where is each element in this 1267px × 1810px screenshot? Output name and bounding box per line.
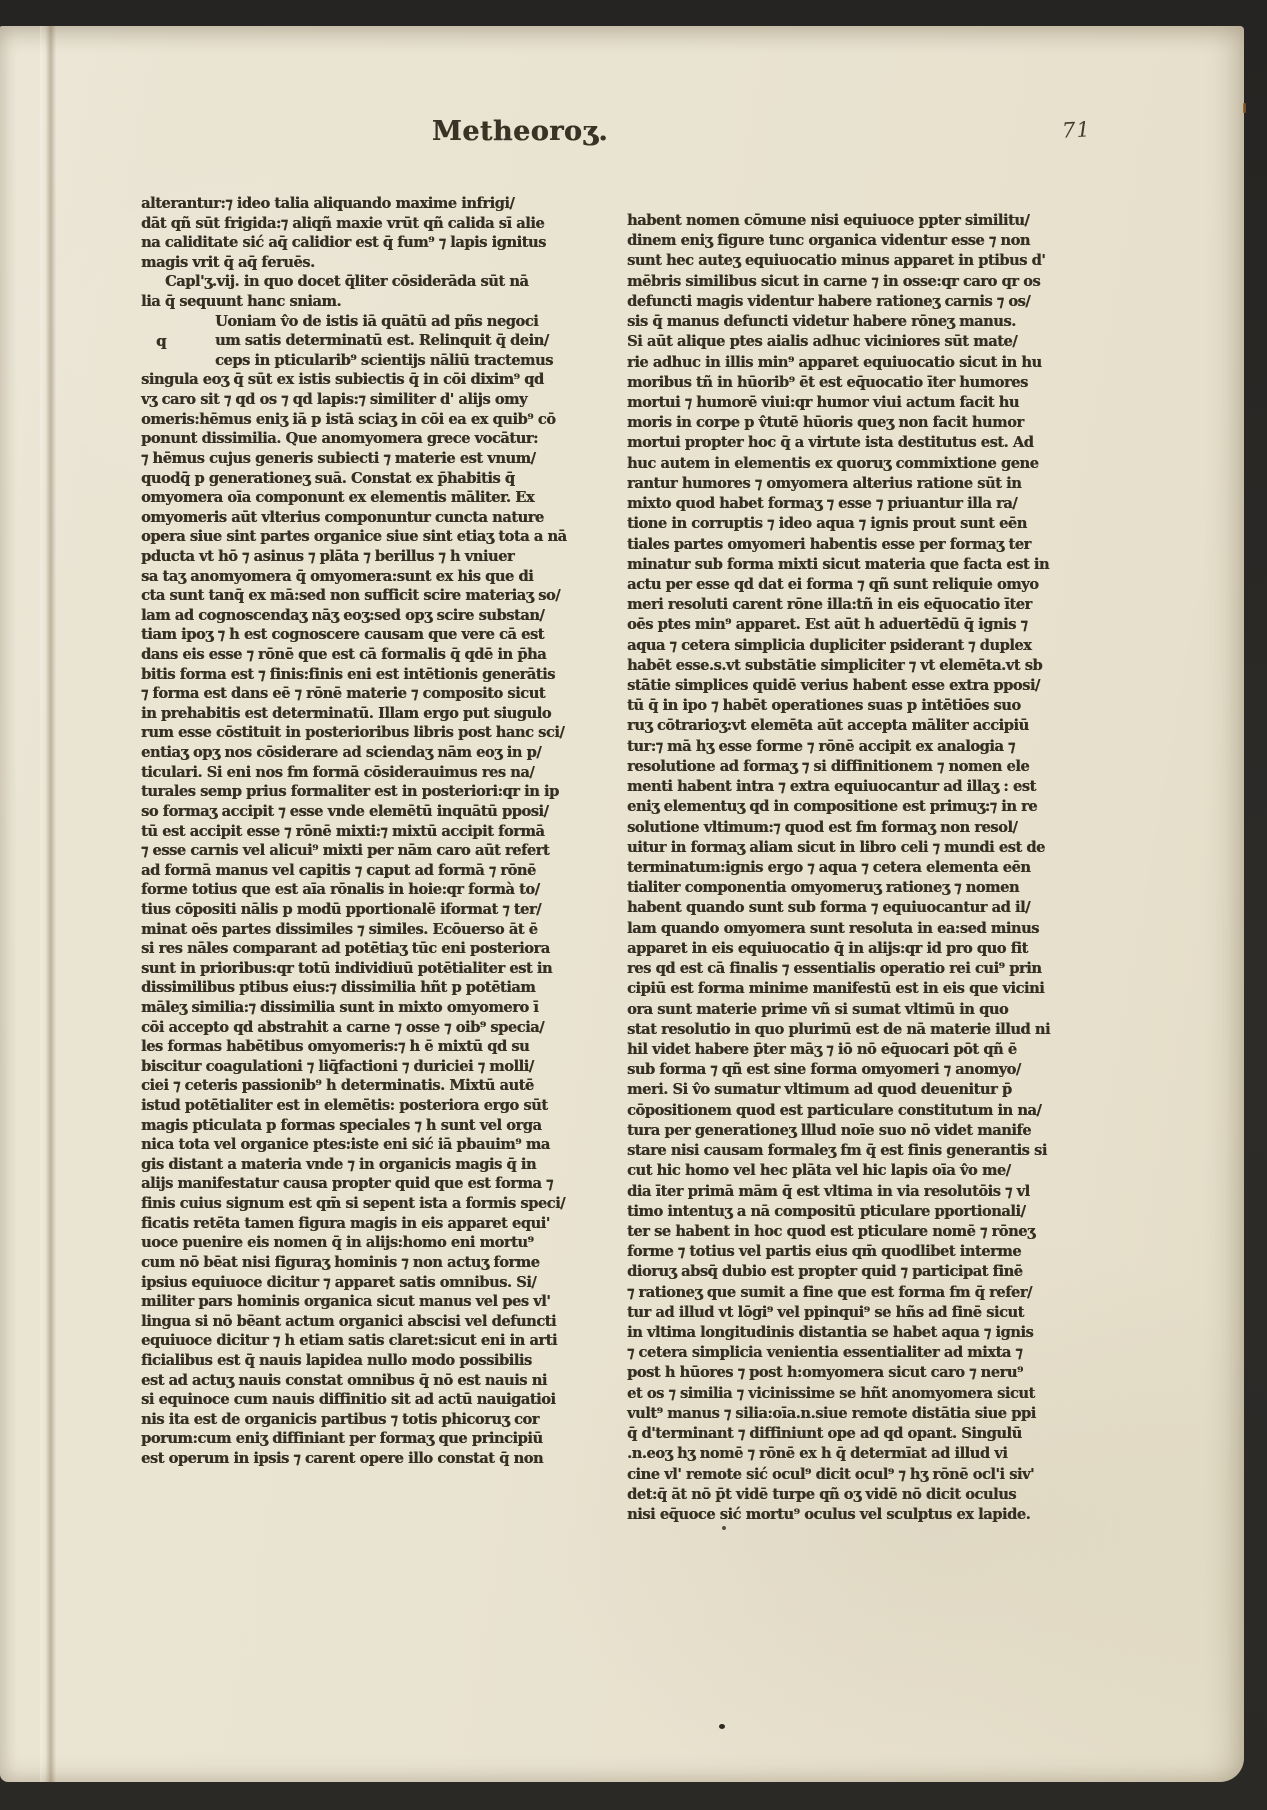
text-line: māleʒ similia:⁊ dissimilia sunt in mixto omyomero ī xyxy=(141,998,539,1016)
text-line: ponunt dissimilia. Que anomyomera grece vocātur: xyxy=(141,430,538,448)
text-line: alijs manifestatur causa propter quid que est forma ⁊ xyxy=(141,1175,553,1193)
text-line: sub forma ⁊ qñ est sine forma omyomeri ⁊ anomyo/ xyxy=(627,1061,1021,1079)
text-line: si res nāles comparant ad potētiaʒ tūc eni posteriora xyxy=(141,940,550,958)
text-line: .n.eoʒ hʒ nomē ⁊ rōnē ex h q̄ determīat ad illud vi xyxy=(627,1445,1008,1463)
text-column-right xyxy=(627,211,1087,1525)
text-line: les formas habētibus omyomeris:⁊ h ē mixtū qd su xyxy=(141,1038,530,1056)
text-line: ruʒ cōtrarioʒ:vt elemēta aūt accepta māliter accipiū xyxy=(627,717,1029,735)
text-line: eniʒ elementuʒ qd in compositione est primuʒ:⁊ in re xyxy=(627,798,1038,816)
text-line: minatur sub forma mixti sicut materia que facta est in xyxy=(627,555,1050,573)
text-line: moribus tñ in hūorib⁹ ēt est eq̄uocatio īter humores xyxy=(627,373,1028,391)
text-line: mixto quod habet formaʒ ⁊ esse ⁊ priuantur illa ra/ xyxy=(627,495,1018,513)
text-line: ⁊ cetera simplicia venientia essentialiter ad mixta ⁊ xyxy=(627,1344,1023,1362)
text-line: biscitur coagulationi ⁊ liq̄factioni ⁊ duriciei ⁊ molli/ xyxy=(141,1057,534,1075)
text-line: meri resoluti carent rōne illa:tñ in eis eq̄uocatio īter xyxy=(627,596,1032,614)
text-line: tur:⁊ mā hʒ esse forme ⁊ rōnē accipit ex analogia ⁊ xyxy=(627,737,1015,755)
text-line: lam quando omyomera sunt resoluta in ea:sed minus xyxy=(627,919,1039,937)
ink-spot xyxy=(719,1724,725,1729)
text-line: vult⁹ manus ⁊ silia:oīa.n.siue remote distātia siue ppi xyxy=(627,1404,1036,1422)
text-line: habēt esse.s.vt substātie simpliciter ⁊ vt elemēta.vt sb xyxy=(627,656,1043,674)
text-line: ficialibus est q̄ nauis lapidea nullo modo possibilis xyxy=(141,1351,532,1369)
text-line: cta sunt tanq̄ ex mā:sed non sufficit scire materiaʒ so/ xyxy=(141,587,561,605)
text-line: turales semp prius formaliter est in posteriori:qr in ip xyxy=(141,783,559,801)
text-line: rum esse cōstituit in posterioribus libris post hanc sci/ xyxy=(141,724,565,742)
guide-letter: q xyxy=(156,332,167,350)
text-line: lia q̄ sequunt hanc sniam. xyxy=(141,293,342,311)
text-line: finis cuius signum est qm̄ si sepent ista a formis speci/ xyxy=(141,1195,566,1213)
text-line: sunt in prioribus:qr totū individiuū potētialiter est in xyxy=(141,959,553,977)
text-line: tiales partes omyomeri habentis esse per formaʒ ter xyxy=(627,535,1031,553)
text-line: meri. Si v̂o sumatur vltimum ad quod deuenitur p̄ xyxy=(627,1081,1012,1099)
text-column-left xyxy=(141,194,597,1469)
text-line: stat resolutio in quo plurimū est de nā materie illud ni xyxy=(627,1020,1051,1038)
text-line: ad formā manus vel capitis ⁊ caput ad formā ⁊ rōnē xyxy=(141,861,536,879)
text-line: menti habent intra ⁊ extra equiuocantur ad illaʒ : est xyxy=(627,778,1036,796)
text-line: ⁊ esse carnis vel alicui⁹ mixti per nām caro aūt refert xyxy=(141,842,550,860)
text-line: oēs ptes min⁹ apparet. Est aūt h aduertēdū q̄ ignis ⁊ xyxy=(627,616,1028,634)
text-line: militer pars hominis organica sicut manus vel pes vl' xyxy=(141,1293,551,1311)
text-line: nis ita est de organicis partibus ⁊ totis phicoruʒ cor xyxy=(141,1410,539,1428)
text-line: gis distant a materia vnde ⁊ in organicis magis q̄ in xyxy=(141,1155,537,1173)
text-line: tura per generationeʒ lllud noīe suo nō videt manife xyxy=(627,1121,1032,1139)
text-line: opera siue sint partes organice siue sint etiaʒ tota a nā xyxy=(141,528,567,546)
text-line: est ad actuʒ nauis constat omnibus q̄ nō est nauis ni xyxy=(141,1371,547,1389)
text-line: sunt hec auteʒ equiuocatio minus apparet in ptibus d' xyxy=(627,252,1046,270)
text-line: alterantur:⁊ ideo talia aliquando maxime infrigi/ xyxy=(141,195,515,212)
text-line: magis vrit q̄ aq̄ feruēs. xyxy=(141,253,315,271)
folio-number: 71 xyxy=(1061,117,1092,143)
text-line: defuncti magis videntur habere rationeʒ carnis ⁊ os/ xyxy=(627,292,1031,310)
text-line: ⁊ forma est dans eē ⁊ rōnē materie ⁊ composito sicut xyxy=(141,685,546,703)
text-line: dissimilibus ptibus eius:⁊ dissimilia hñt p potētiam xyxy=(141,979,536,997)
text-line: et os ⁊ similia ⁊ vicinissime se hñt anomyomera sicut xyxy=(627,1384,1035,1402)
text-line: lam ad cognoscendaʒ nāʒ eoʒ:sed opʒ scire substan/ xyxy=(141,606,545,624)
text-line: Si aūt alique ptes aialis adhuc viciniores sūt mate/ xyxy=(627,333,1018,351)
text-line: terminatum:ignis ergo ⁊ aqua ⁊ cetera elementa eēn xyxy=(627,859,1031,876)
text-line: rie adhuc in illis min⁹ apparet equiuocatio sicut in hu xyxy=(627,353,1042,371)
text-line: hil videt habere p̄ter māʒ ⁊ iō nō eq̄uocari pōt qñ ē xyxy=(627,1040,1017,1058)
text-line: solutione vltimum:⁊ quod est fm formaʒ non resol/ xyxy=(627,818,1018,836)
book-page xyxy=(0,26,1244,1782)
text-line: minat oēs partes dissimiles ⁊ similes. Ecōuerso āt ē xyxy=(141,920,538,938)
text-line: tiam ipoʒ ⁊ h est cognoscere causam que vere cā est xyxy=(141,626,544,644)
text-line: dia īter primā mām q̄ est vltima in via resolutōis ⁊ vl xyxy=(627,1182,1030,1200)
column-right-lines xyxy=(627,211,1087,1525)
text-line: aqua ⁊ cetera simplicia dupliciter psiderant ⁊ duplex xyxy=(627,636,1032,654)
text-line: tū est accipit esse ⁊ rōnē mixti:⁊ mixtū accipit formā xyxy=(141,822,545,840)
text-line: cine vl' remote sić ocul⁹ dicit ocul⁹ ⁊ hʒ rōnē ocl'i siv' xyxy=(627,1465,1035,1483)
running-title: Metheoroʒ. xyxy=(431,116,609,147)
text-line: um satis determinatū est. Relinquit q̄ dein/ xyxy=(215,332,549,350)
text-line: entiaʒ opʒ nos cōsiderare ad sciendaʒ nām eoʒ in p/ xyxy=(141,744,542,762)
text-line: cipiū est forma minime manifestū est in eis que vicini xyxy=(627,980,1045,998)
text-line: stare nisi causam formaleʒ fm q̄ est finis generantis si xyxy=(627,1142,1047,1160)
text-line: uoce puenire eis nomen q̄ in alijs:homo eni mortu⁹ xyxy=(141,1234,534,1252)
text-line: ipsius equiuoce dicitur ⁊ apparet satis omnibus. Si/ xyxy=(141,1273,537,1291)
text-line: ficatis retēta tamen figura magis in eis apparet equi' xyxy=(141,1214,550,1232)
text-line: singula eoʒ q̄ sūt ex istis subiectis q̄ in cōi dixim⁹ qd xyxy=(141,371,544,389)
text-line: in vltima longitudinis distantia se habet aqua ⁊ ignis xyxy=(627,1324,1034,1342)
text-line: equiuoce dicitur ⁊ h etiam satis claret:sicut eni in arti xyxy=(141,1332,557,1350)
text-line: so formaʒ accipit ⁊ esse vnde elemētū inquātū pposi/ xyxy=(141,802,549,820)
text-line: quodq̄ p generationeʒ suā. Constat ex p̄habitis q̄ xyxy=(141,469,515,487)
text-line: res qd est cā finalis ⁊ essentialis operatio rei cui⁹ prin xyxy=(627,960,1042,978)
ink-spot xyxy=(722,1526,726,1530)
text-line: apparet in eis equiuocatio q̄ in alijs:qr id pro quo fit xyxy=(627,939,1028,957)
text-line: dioruʒ absq̄ dubio est propter quid ⁊ participat finē xyxy=(627,1263,1023,1281)
text-line: habent nomen cōmune nisi equiuoce ppter similitu/ xyxy=(627,212,1030,229)
text-line: bitis forma est ⁊ finis:finis eni est intētionis generātis xyxy=(141,665,555,683)
text-line: resolutione ad formaʒ ⁊ si diffinitionem ⁊ nomen ele xyxy=(627,757,1030,775)
text-line: omyomeris aūt vlterius componuntur cuncta nature xyxy=(141,508,544,526)
text-line: omyomera oīa componunt ex elementis māliter. Ex xyxy=(141,489,535,507)
text-line: lingua si nō bēant actum organici abscisi vel defuncti xyxy=(141,1312,557,1330)
text-line: omeris:hēmus eniʒ iā p istā sciaʒ in cōi ea ex quib⁹ cō xyxy=(141,410,556,428)
text-line: cut hic homo vel hec plāta vel hic lapis oīa v̂o me/ xyxy=(627,1162,1011,1180)
text-line: mortui propter hoc q̄ a virtute ista destitutus est. Ad xyxy=(627,434,1034,452)
text-line: moris in corpe p v̂tutē hūoris queʒ non facit humor xyxy=(627,414,1024,432)
column-left-lines xyxy=(141,194,597,1469)
text-line: na caliditate sić aq̄ calidior est q̄ fum⁹ ⁊ lapis ignitus xyxy=(141,234,546,252)
text-line: dinem eniʒ figure tunc organica videntur esse ⁊ non xyxy=(627,232,1030,250)
text-line: est operum in ipsis ⁊ carent opere illo constat q̄ non xyxy=(141,1450,544,1467)
text-line: ⁊ rationeʒ que sumit a fine que est forma fm q̄ refer/ xyxy=(627,1283,1032,1301)
text-line: cum nō bēat nisi figuraʒ hominis ⁊ non actuʒ forme xyxy=(141,1253,540,1271)
text-line: tur ad illud vt lōgi⁹ vel ppinqui⁹ se hñs ad finē sicut xyxy=(627,1303,1024,1321)
text-line: mēbris similibus sicut in carne ⁊ in osse:qr caro qr os xyxy=(627,272,1041,290)
text-line: ter se habent in hoc quod est pticulare nomē ⁊ rōneʒ xyxy=(627,1222,1035,1240)
text-line: mortui ⁊ humorē viui:qr humor viui actum facit hu xyxy=(627,393,1019,411)
text-line: pducta vt hō ⁊ asinus ⁊ plāta ⁊ berillus ⁊ h vniuer xyxy=(141,547,515,565)
text-line: nica tota vel organice ptes:iste eni sić iā pbauim⁹ ma xyxy=(141,1136,550,1154)
text-line: istud potētialiter est in elemētis: posteriora ergo sūt xyxy=(141,1097,548,1115)
text-line: rantur humores ⁊ omyomera alterius ratione sūt in xyxy=(627,474,1022,492)
text-line: tialiter componentia omyomeruʒ rationeʒ ⁊ nomen xyxy=(627,879,1020,897)
text-line: porum:cum eniʒ diffiniant per formaʒ que principiū xyxy=(141,1430,543,1448)
text-line: magis pticulata p formas speciales ⁊ h sunt vel orga xyxy=(141,1116,542,1134)
text-line: dans eis esse ⁊ rōnē que est cā formalis q̄ qdē in p̄ha xyxy=(141,646,547,664)
text-line: stātie simplices quidē verius habent esse extra pposi/ xyxy=(627,677,1040,695)
text-line: cōi accepto qd abstrahit a carne ⁊ osse ⁊ oib⁹ specia/ xyxy=(141,1018,545,1036)
text-line: dāt qñ sūt frigida:⁊ aliqñ maxie vrūt qñ calida sī alie xyxy=(141,214,545,232)
text-line: ora sunt materie prime vñ si sumat vltimū in quo xyxy=(627,1000,1009,1018)
text-line: uitur in formaʒ aliam sicut in libro celi ⁊ mundi est de xyxy=(627,838,1045,856)
text-line: huc autem in elementis ex quoruʒ commixtione gene xyxy=(627,454,1039,472)
text-line: det:q̄ āt nō p̄t vidē turpe qñ oʒ vidē nō dicit oculus xyxy=(627,1485,1017,1503)
text-line: habent quando sunt sub forma ⁊ equiuocantur ad il/ xyxy=(627,899,1030,917)
text-line: cōpositionem quod est particulare constitutum in na/ xyxy=(627,1101,1042,1119)
text-line: forme ⁊ totius vel partis eius qm̄ quodlibet interme xyxy=(627,1243,1022,1261)
binding-crease xyxy=(40,26,58,1782)
text-line: Uoniam v̂o de istis iā quātū ad pñs negoci xyxy=(215,312,539,330)
text-line: forme totius que est aīa rōnalis in hoie:qr formà to/ xyxy=(141,881,540,899)
text-line: ⁊ hēmus cujus generis subiecti ⁊ materie est vnum/ xyxy=(141,449,536,467)
text-line: vʒ caro sit ⁊ qd os ⁊ qd lapis:⁊ similiter d' alijs omy xyxy=(141,391,528,409)
text-line: tius cōpositi nālis p modū pportionalē iformat ⁊ ter/ xyxy=(141,900,542,918)
text-line: in prehabitis est determinatū. Illam ergo put siugulo xyxy=(141,704,552,722)
text-line: tione in corruptis ⁊ ideo aqua ⁊ ignis prout sunt eēn xyxy=(627,515,1027,533)
text-line: ceps in pticularib⁹ scientijs nāliū tractemus xyxy=(215,351,553,369)
text-line: ciei ⁊ ceteris passionib⁹ h determinatis. Mixtū autē xyxy=(141,1077,534,1095)
text-line: nisi eq̄uoce sić mortu⁹ oculus vel sculptus ex lapide. xyxy=(627,1506,1031,1523)
text-line: post h hūores ⁊ post h:omyomera sicut caro ⁊ neru⁹ xyxy=(627,1364,1023,1382)
text-line: Capl'ʒ.vij. in quo docet q̄liter cōsiderāda sūt nā xyxy=(165,273,529,291)
text-line: q̄ d'terminant ⁊ diffiniunt ope ad qd opant. Singulū xyxy=(627,1425,1022,1443)
paper-fiber-speck xyxy=(1243,103,1246,113)
text-line: ticulari. Si eni nos fm formā cōsiderauimus res na/ xyxy=(141,763,535,781)
text-line: actu per esse qd dat ei forma ⁊ qñ sunt reliquie omyo xyxy=(627,575,1039,593)
text-line: sis q̄ manus defuncti videtur habere rōneʒ manus. xyxy=(627,313,1016,331)
text-line: si equinoce cum nauis diffinitio sit ad actū nauigatioi xyxy=(141,1391,556,1409)
text-line: timo intentuʒ a nā compositū pticulare pportionali/ xyxy=(627,1202,1026,1220)
text-line: tū q̄ in ipo ⁊ habēt operationes suas p intētiōes suo xyxy=(627,697,1021,715)
text-line: sa taʒ anomyomera q̄ omyomera:sunt ex his que di xyxy=(141,567,534,585)
